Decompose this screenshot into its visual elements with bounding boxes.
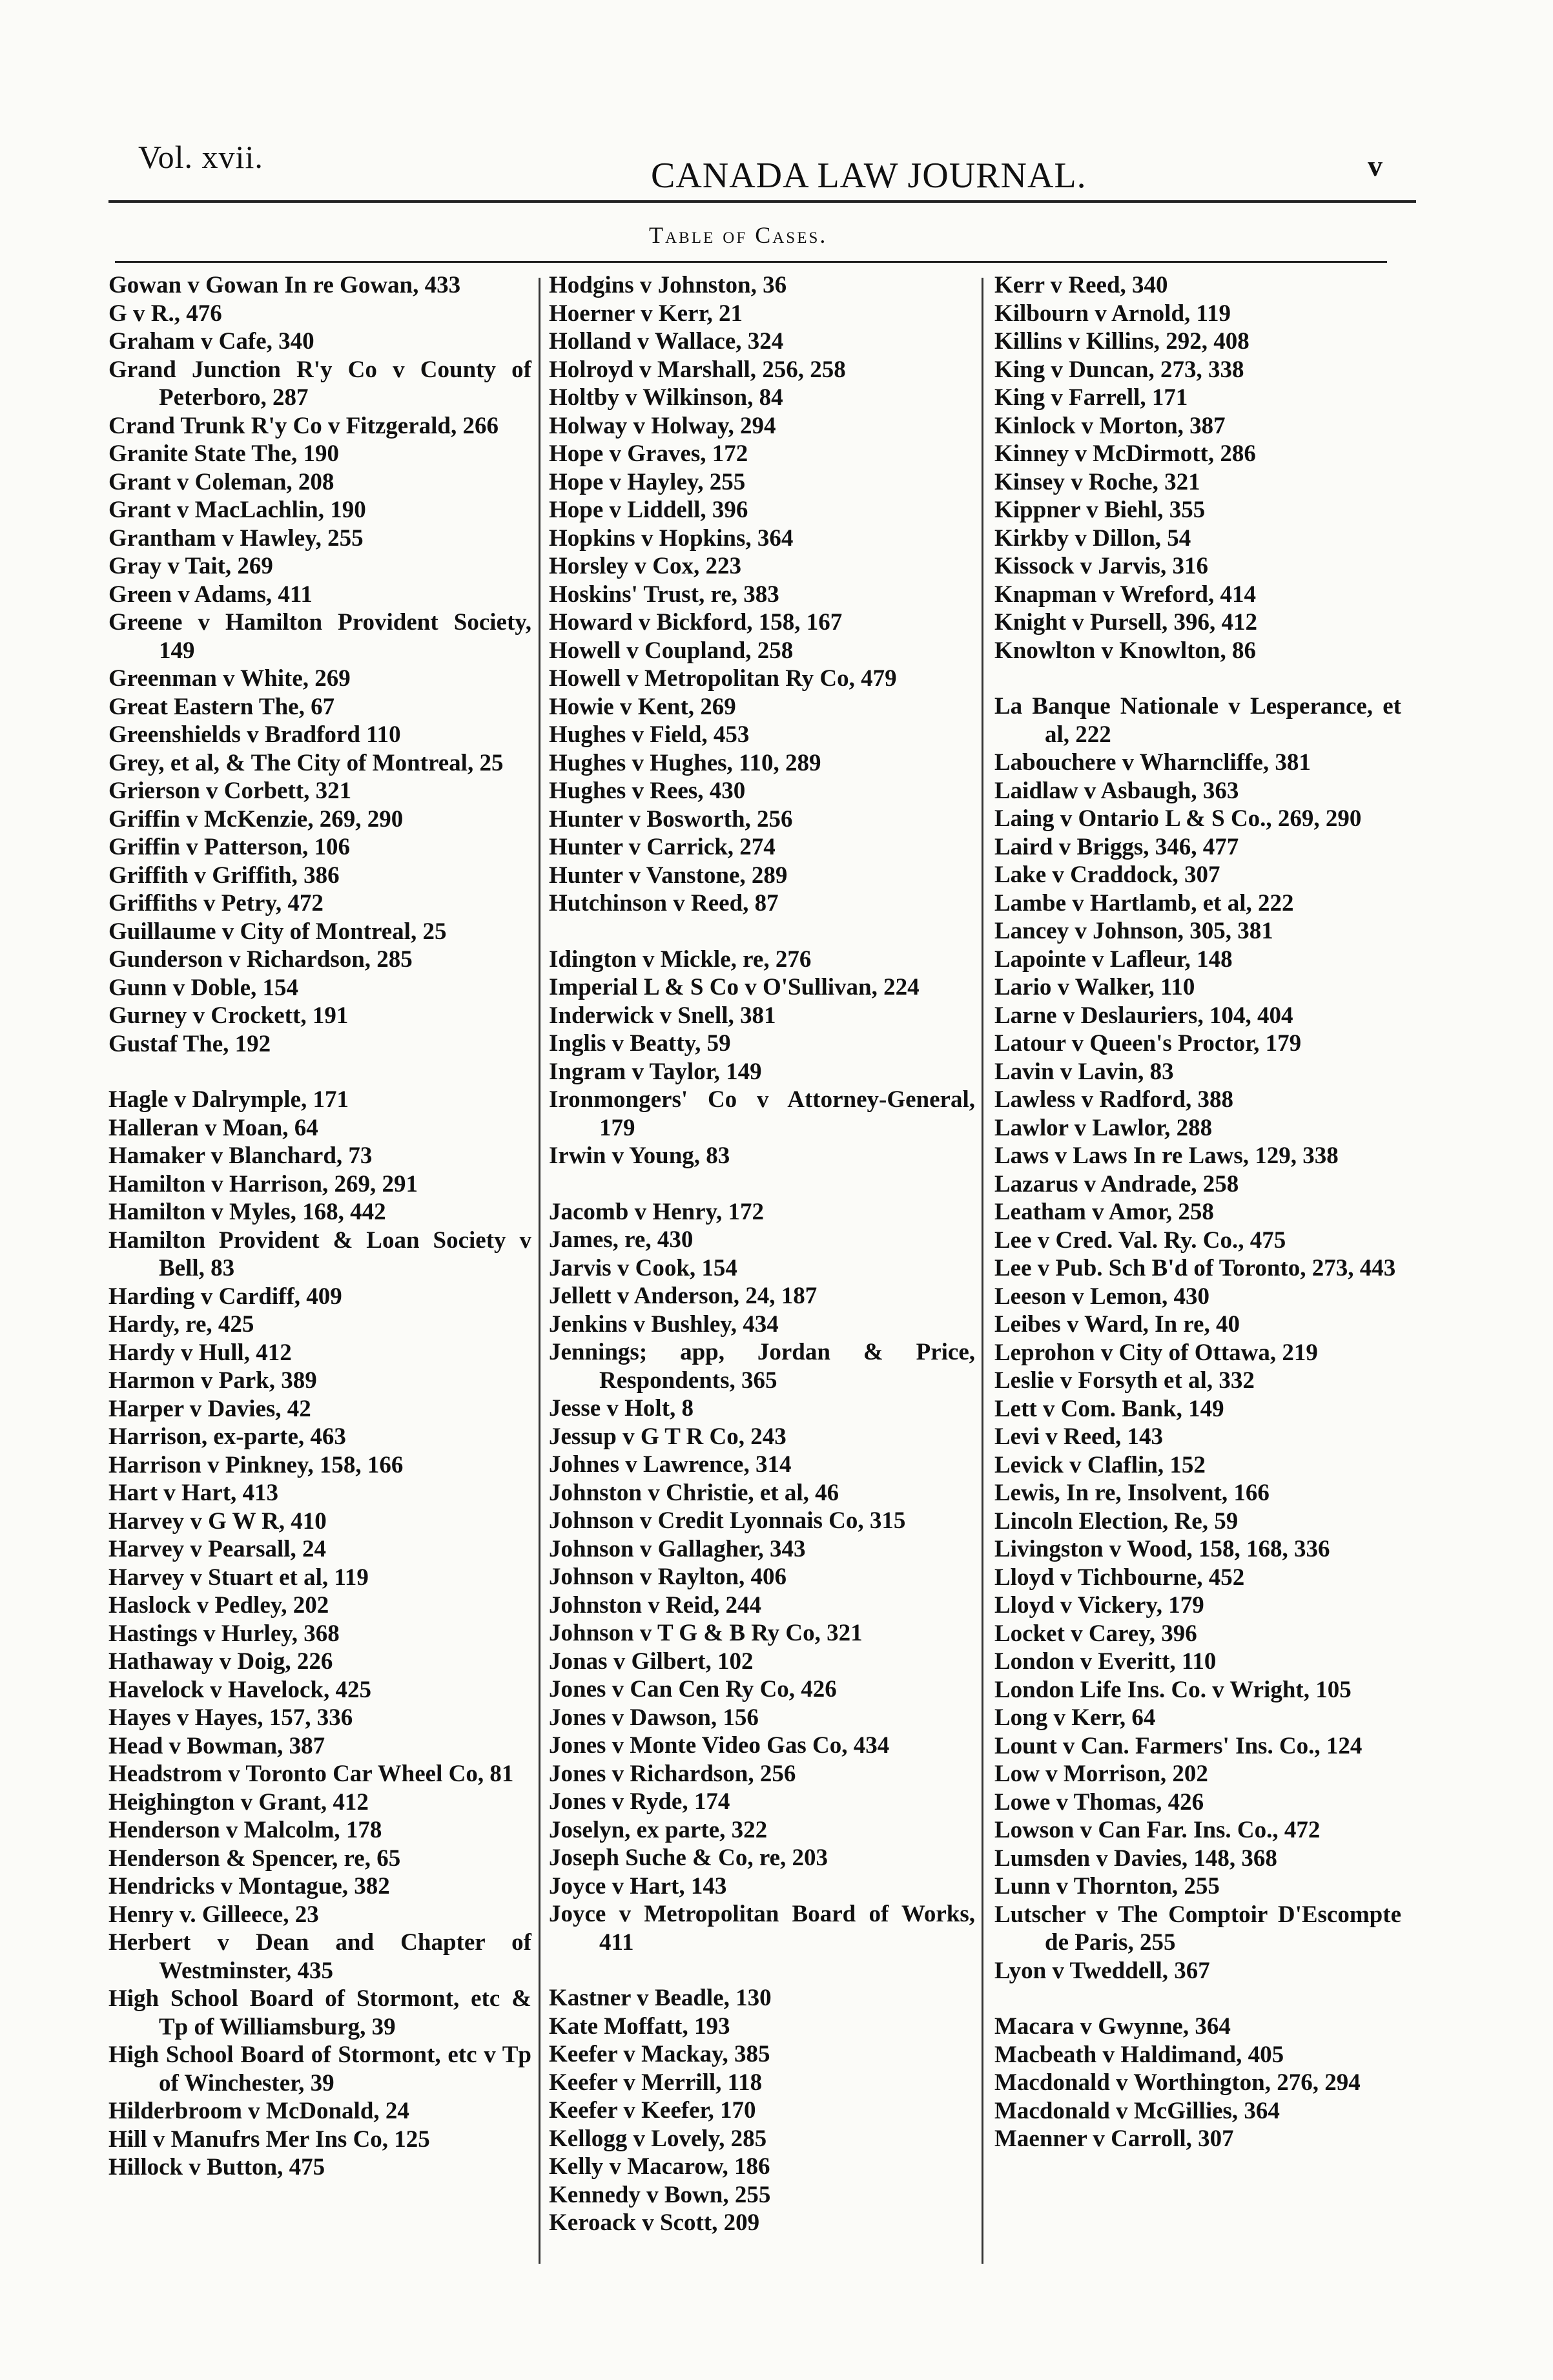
case-entry: King v Duncan, 273, 338 bbox=[994, 356, 1244, 383]
case-entry: Hope v Hayley, 255 bbox=[549, 468, 746, 495]
case-entry: Holroyd v Marshall, 256, 258 bbox=[549, 356, 846, 383]
case-entry: Jenkins v Bushley, 434 bbox=[549, 1310, 779, 1338]
case-entry: Kennedy v Bown, 255 bbox=[549, 2181, 771, 2208]
case-entry: Howard v Bickford, 158, 167 bbox=[549, 609, 843, 636]
case-entry: Macara v Gwynne, 364 bbox=[994, 2013, 1231, 2040]
case-entry: Kinsey v Roche, 321 bbox=[994, 468, 1200, 495]
column-divider bbox=[539, 278, 540, 2264]
case-entry: Hillock v Button, 475 bbox=[108, 2154, 325, 2180]
case-entry: Leeson v Lemon, 430 bbox=[994, 1283, 1209, 1310]
case-entry: Joyce v Hart, 143 bbox=[549, 1872, 727, 1899]
case-entry: Irwin v Young, 83 bbox=[549, 1143, 730, 1169]
case-entry: Jonas v Gilbert, 102 bbox=[549, 1648, 754, 1675]
case-entry: Howell v Metropolitan Ry Co, 479 bbox=[549, 665, 897, 692]
case-entry: Macdonald v McGillies, 364 bbox=[994, 2097, 1280, 2124]
case-entry: Green v Adams, 411 bbox=[108, 581, 313, 608]
case-entry: Lutscher v The Comptoir D'Escompte de Paris, 255 bbox=[994, 1901, 1401, 1956]
case-entry: Hutchinson v Reed, 87 bbox=[549, 890, 779, 916]
case-entry: Laing v Ontario L & S Co., 269, 290 bbox=[994, 805, 1362, 832]
case-entry: Gunn v Doble, 154 bbox=[108, 974, 299, 1001]
case-entry: Heighington v Grant, 412 bbox=[108, 1788, 369, 1816]
section-title: Table of Cases. bbox=[649, 222, 828, 248]
case-entry: Jennings; app, Jordan & Price, Respondents, 365 bbox=[549, 1339, 975, 1394]
letter-group-gap bbox=[994, 1985, 1401, 2013]
case-entry: Griffin v McKenzie, 269, 290 bbox=[108, 805, 404, 833]
case-entry: Maenner v Carroll, 307 bbox=[994, 2126, 1234, 2152]
case-entry: Kerr v Reed, 340 bbox=[994, 272, 1168, 298]
case-entry: Joyce v Metropolitan Board of Works, 411 bbox=[549, 1901, 975, 1956]
page-header bbox=[108, 129, 1413, 196]
case-entry: Hastings v Hurley, 368 bbox=[108, 1620, 340, 1647]
case-entry: Laidlaw v Asbaugh, 363 bbox=[994, 777, 1239, 804]
case-entry: Hathaway v Doig, 226 bbox=[108, 1648, 333, 1675]
case-entry: Leslie v Forsyth et al, 332 bbox=[994, 1367, 1255, 1394]
case-entry: Greene v Hamilton Provident Society, 149 bbox=[108, 609, 531, 664]
case-entry: Inglis v Beatty, 59 bbox=[549, 1030, 731, 1057]
case-entry: Keefer v Merrill, 118 bbox=[549, 2069, 763, 2096]
case-entry: Laws v Laws In re Laws, 129, 338 bbox=[994, 1143, 1339, 1169]
case-entry: Lazarus v Andrade, 258 bbox=[994, 1170, 1239, 1197]
case-entry: Keefer v Keefer, 170 bbox=[549, 2097, 756, 2124]
case-entry: Grand Junction R'y Co v County of Peterboro, 287 bbox=[108, 356, 531, 411]
case-entry: Great Eastern The, 67 bbox=[108, 693, 335, 720]
case-entry: Lount v Can. Farmers' Ins. Co., 124 bbox=[994, 1732, 1363, 1759]
case-entry: Jones v Can Cen Ry Co, 426 bbox=[549, 1676, 837, 1702]
case-entry: Larne v Deslauriers, 104, 404 bbox=[994, 1002, 1293, 1029]
case-entry: Kinlock v Morton, 387 bbox=[994, 412, 1226, 439]
case-entry: Macdonald v Worthington, 276, 294 bbox=[994, 2069, 1361, 2096]
case-entry: Lloyd v Vickery, 179 bbox=[994, 1592, 1204, 1619]
column-divider bbox=[982, 278, 983, 2264]
case-entry: Lincoln Election, Re, 59 bbox=[994, 1507, 1239, 1535]
case-entry: Harper v Davies, 42 bbox=[108, 1395, 311, 1422]
case-entry: Killins v Killins, 292, 408 bbox=[994, 328, 1250, 355]
case-entry: Hoskins' Trust, re, 383 bbox=[549, 581, 779, 608]
letter-group-gap bbox=[549, 1956, 975, 1984]
header-rule bbox=[108, 200, 1416, 203]
case-entry: King v Farrell, 171 bbox=[994, 384, 1188, 411]
case-entry: Long v Kerr, 64 bbox=[994, 1704, 1156, 1731]
case-entry: Herbert v Dean and Chapter of Westminster, 435 bbox=[108, 1929, 531, 1984]
case-entry: Harding v Cardiff, 409 bbox=[108, 1283, 342, 1310]
case-entry: Johnson v Raylton, 406 bbox=[549, 1564, 787, 1590]
case-entry: Hodgins v Johnston, 36 bbox=[549, 272, 787, 298]
case-entry: Lawless v Radford, 388 bbox=[994, 1086, 1234, 1113]
case-entry: Keefer v Mackay, 385 bbox=[549, 2041, 770, 2067]
case-entry: Jesse v Holt, 8 bbox=[549, 1395, 694, 1422]
case-entry: Headstrom v Toronto Car Wheel Co, 81 bbox=[108, 1761, 514, 1787]
case-entry: Lett v Com. Bank, 149 bbox=[994, 1395, 1224, 1422]
case-entry: Lloyd v Tichbourne, 452 bbox=[994, 1564, 1245, 1591]
case-entry: Jones v Dawson, 156 bbox=[549, 1704, 759, 1731]
case-entry: Locket v Carey, 396 bbox=[994, 1620, 1197, 1647]
case-entry: Lapointe v Lafleur, 148 bbox=[994, 946, 1233, 973]
case-entry: Jessup v G T R Co, 243 bbox=[549, 1423, 787, 1450]
letter-group-gap bbox=[108, 1058, 531, 1086]
case-entry: Grantham v Hawley, 255 bbox=[108, 524, 364, 552]
case-entry: Harmon v Park, 389 bbox=[108, 1367, 317, 1394]
case-entry: Kinney v McDirmott, 286 bbox=[994, 440, 1256, 467]
case-entry: Joseph Suche & Co, re, 203 bbox=[549, 1845, 828, 1871]
case-entry: Johnson v T G & B Ry Co, 321 bbox=[549, 1620, 863, 1646]
case-column-3 bbox=[994, 271, 1401, 2153]
case-entry: Kirkby v Dillon, 54 bbox=[994, 524, 1191, 552]
case-entry: Joselyn, ex parte, 322 bbox=[549, 1816, 768, 1843]
case-entry: Henry v. Gilleece, 23 bbox=[108, 1901, 319, 1928]
case-entry: Crand Trunk R'y Co v Fitzgerald, 266 bbox=[108, 412, 499, 439]
case-entry: Lee v Pub. Sch B'd of Toronto, 273, 443 bbox=[994, 1255, 1396, 1281]
case-entry: Kate Moffatt, 193 bbox=[549, 2013, 730, 2040]
case-entry: Lario v Walker, 110 bbox=[994, 974, 1195, 1000]
case-entry: Harvey v G W R, 410 bbox=[108, 1507, 327, 1535]
case-entry: London Life Ins. Co. v Wright, 105 bbox=[994, 1676, 1352, 1703]
case-column-2 bbox=[549, 271, 975, 2237]
case-entry: Knight v Pursell, 396, 412 bbox=[994, 609, 1258, 636]
case-entry: Grierson v Corbett, 321 bbox=[108, 778, 352, 804]
case-entry: Granite State The, 190 bbox=[108, 440, 339, 467]
case-entry: James, re, 430 bbox=[549, 1226, 694, 1253]
case-entry: Hughes v Rees, 430 bbox=[549, 778, 746, 804]
case-entry: Ironmongers' Co v Attorney-General, 179 bbox=[549, 1086, 975, 1141]
case-entry: Gowan v Gowan In re Gowan, 433 bbox=[108, 272, 461, 298]
case-entry: Hamilton v Harrison, 269, 291 bbox=[108, 1170, 418, 1197]
case-entry: Guillaume v City of Montreal, 25 bbox=[108, 918, 447, 945]
case-entry: Leatham v Amor, 258 bbox=[994, 1199, 1214, 1225]
case-entry: Grant v MacLachlin, 190 bbox=[108, 497, 366, 523]
case-entry: Griffin v Patterson, 106 bbox=[108, 834, 351, 860]
case-entry: Kilbourn v Arnold, 119 bbox=[994, 300, 1231, 327]
journal-title: CANADA LAW JOURNAL. bbox=[651, 156, 1087, 196]
case-entry: Henderson & Spencer, re, 65 bbox=[108, 1845, 401, 1872]
case-entry: Lunn v Thornton, 255 bbox=[994, 1873, 1220, 1899]
case-entry: Holway v Holway, 294 bbox=[549, 412, 776, 439]
case-entry: High School Board of Stormont, etc & Tp of Williamsburg, 39 bbox=[108, 1985, 531, 2040]
case-entry: Macbeath v Haldimand, 405 bbox=[994, 2041, 1284, 2068]
case-entry: Jones v Monte Video Gas Co, 434 bbox=[549, 1732, 890, 1759]
letter-group-gap bbox=[549, 918, 975, 946]
case-entry: Howell v Coupland, 258 bbox=[549, 637, 794, 664]
case-entry: Johnston v Christie, et al, 46 bbox=[549, 1479, 839, 1506]
case-entry: Halleran v Moan, 64 bbox=[108, 1114, 318, 1141]
case-entry: Livingston v Wood, 158, 168, 336 bbox=[994, 1536, 1330, 1562]
case-entry: Howie v Kent, 269 bbox=[549, 693, 736, 720]
case-entry: Harrison v Pinkney, 158, 166 bbox=[108, 1451, 404, 1478]
case-entry: Lowson v Can Far. Ins. Co., 472 bbox=[994, 1817, 1321, 1843]
case-entry: Hughes v Hughes, 110, 289 bbox=[549, 749, 821, 776]
case-entry: Lee v Cred. Val. Ry. Co., 475 bbox=[994, 1226, 1286, 1254]
case-entry: Jellett v Anderson, 24, 187 bbox=[549, 1283, 818, 1309]
case-entry: Hope v Liddell, 396 bbox=[549, 497, 748, 523]
case-entry: Latour v Queen's Proctor, 179 bbox=[994, 1030, 1302, 1057]
case-entry: Johnston v Reid, 244 bbox=[549, 1591, 761, 1619]
case-entry: Johnes v Lawrence, 314 bbox=[549, 1451, 792, 1478]
case-entry: Head v Bowman, 387 bbox=[108, 1732, 325, 1759]
case-entry: Hamilton Provident & Loan Society v Bell, 83 bbox=[108, 1226, 531, 1281]
case-entry: Jarvis v Cook, 154 bbox=[549, 1254, 737, 1281]
letter-group-gap bbox=[994, 665, 1401, 692]
case-entry: Hunter v Vanstone, 289 bbox=[549, 862, 788, 889]
section-rule bbox=[115, 261, 1387, 263]
case-entry: Hayes v Hayes, 157, 336 bbox=[108, 1704, 353, 1731]
case-entry: Greenshields v Bradford 110 bbox=[108, 721, 401, 748]
case-entry: Hamilton v Myles, 168, 442 bbox=[108, 1199, 386, 1225]
case-entry: Hendricks v Montague, 382 bbox=[108, 1873, 390, 1899]
case-column-1 bbox=[108, 271, 531, 2182]
case-entry: Griffiths v Petry, 472 bbox=[108, 890, 324, 916]
case-entry: Jacomb v Henry, 172 bbox=[549, 1198, 764, 1225]
case-entry: Horsley v Cox, 223 bbox=[549, 553, 742, 579]
case-entry: Griffith v Griffith, 386 bbox=[108, 862, 340, 889]
case-entry: London v Everitt, 110 bbox=[994, 1648, 1217, 1675]
case-entry: Gustaf The, 192 bbox=[108, 1030, 271, 1057]
case-entry: Hope v Graves, 172 bbox=[549, 440, 748, 467]
case-entry: Henderson v Malcolm, 178 bbox=[108, 1817, 382, 1843]
case-entry: Levick v Claflin, 152 bbox=[994, 1451, 1206, 1478]
case-entry: Gray v Tait, 269 bbox=[108, 553, 273, 579]
case-entry: Hunter v Carrick, 274 bbox=[549, 834, 776, 860]
case-entry: Harrison, ex-parte, 463 bbox=[108, 1423, 346, 1450]
case-entry: Harvey v Stuart et al, 119 bbox=[108, 1564, 369, 1591]
case-entry: Hilderbroom v McDonald, 24 bbox=[108, 2098, 409, 2124]
case-entry: Hamaker v Blanchard, 73 bbox=[108, 1143, 373, 1169]
case-entry: Leprohon v City of Ottawa, 219 bbox=[994, 1339, 1318, 1366]
case-entry: Haslock v Pedley, 202 bbox=[108, 1592, 329, 1619]
case-entry: Idington v Mickle, re, 276 bbox=[549, 946, 812, 973]
case-entry: Ingram v Taylor, 149 bbox=[549, 1058, 762, 1085]
case-entry: Hopkins v Hopkins, 364 bbox=[549, 524, 794, 552]
case-entry: Hunter v Bosworth, 256 bbox=[549, 805, 793, 833]
case-entry: Harvey v Pearsall, 24 bbox=[108, 1536, 327, 1562]
case-entry: Levi v Reed, 143 bbox=[994, 1423, 1164, 1450]
case-entry: Graham v Cafe, 340 bbox=[108, 328, 314, 355]
case-entry: G v R., 476 bbox=[108, 300, 222, 327]
case-entry: Gunderson v Richardson, 285 bbox=[108, 946, 413, 973]
case-entry: Kastner v Beadle, 130 bbox=[549, 1985, 772, 2011]
case-entry: Laird v Briggs, 346, 477 bbox=[994, 833, 1239, 860]
case-entry: Lavin v Lavin, 83 bbox=[994, 1058, 1174, 1085]
case-entry: Lancey v Johnson, 305, 381 bbox=[994, 918, 1273, 944]
case-entry: Kelly v Macarow, 186 bbox=[549, 2153, 770, 2180]
case-entry: Lake v Craddock, 307 bbox=[994, 862, 1220, 888]
volume-label: Vol. xvii. bbox=[138, 139, 263, 175]
case-entry: Lambe v Hartlamb, et al, 222 bbox=[994, 889, 1294, 916]
page-number: v bbox=[1368, 149, 1383, 182]
letter-group-gap bbox=[549, 1170, 975, 1198]
case-entry: Low v Morrison, 202 bbox=[994, 1761, 1208, 1787]
case-entry: Lyon v Tweddell, 367 bbox=[994, 1957, 1210, 1984]
case-entry: Hardy v Hull, 412 bbox=[108, 1339, 292, 1366]
case-entry: Holtby v Wilkinson, 84 bbox=[549, 384, 783, 411]
case-entry: Havelock v Havelock, 425 bbox=[108, 1676, 371, 1703]
case-entry: Jones v Ryde, 174 bbox=[549, 1788, 730, 1815]
case-entry: Lewis, In re, Insolvent, 166 bbox=[994, 1480, 1270, 1506]
case-entry: La Banque Nationale v Lesperance, et al, 222 bbox=[994, 693, 1401, 748]
case-entry: Grey, et al, & The City of Montreal, 25 bbox=[108, 749, 504, 776]
case-entry: Keroack v Scott, 209 bbox=[549, 2209, 760, 2236]
case-entry: Kissock v Jarvis, 316 bbox=[994, 553, 1208, 579]
case-entry: Knowlton v Knowlton, 86 bbox=[994, 637, 1257, 664]
case-entry: Hughes v Field, 453 bbox=[549, 721, 750, 748]
case-entry: Holland v Wallace, 324 bbox=[549, 328, 784, 355]
case-entry: Hart v Hart, 413 bbox=[108, 1480, 279, 1506]
case-entry: Hardy, re, 425 bbox=[108, 1311, 254, 1338]
case-entry: Lowe v Thomas, 426 bbox=[994, 1788, 1204, 1816]
case-entry: High School Board of Stormont, etc v Tp of Winchester, 39 bbox=[108, 2042, 531, 2096]
case-entry: Jones v Richardson, 256 bbox=[549, 1760, 796, 1787]
case-entry: Lumsden v Davies, 148, 368 bbox=[994, 1845, 1277, 1872]
case-entry: Kellogg v Lovely, 285 bbox=[549, 2125, 767, 2152]
case-entry: Grant v Coleman, 208 bbox=[108, 468, 334, 495]
case-entry: Gurney v Crockett, 191 bbox=[108, 1002, 349, 1029]
case-entry: Labouchere v Wharncliffe, 381 bbox=[994, 749, 1311, 776]
case-entry: Leibes v Ward, In re, 40 bbox=[994, 1311, 1240, 1338]
case-entry: Kippner v Biehl, 355 bbox=[994, 497, 1206, 523]
case-entry: Lawlor v Lawlor, 288 bbox=[994, 1114, 1213, 1141]
case-entry: Hoerner v Kerr, 21 bbox=[549, 300, 743, 327]
case-entry: Hill v Manufrs Mer Ins Co, 125 bbox=[108, 2126, 430, 2153]
case-entry: Knapman v Wreford, 414 bbox=[994, 581, 1256, 608]
case-entry: Hagle v Dalrymple, 171 bbox=[108, 1086, 349, 1113]
case-entry: Johnson v Credit Lyonnais Co, 315 bbox=[549, 1507, 906, 1534]
case-entry: Imperial L & S Co v O'Sullivan, 224 bbox=[549, 974, 920, 1000]
case-entry: Greenman v White, 269 bbox=[108, 665, 351, 692]
case-entry: Johnson v Gallagher, 343 bbox=[549, 1535, 806, 1562]
case-entry: Inderwick v Snell, 381 bbox=[549, 1002, 776, 1029]
